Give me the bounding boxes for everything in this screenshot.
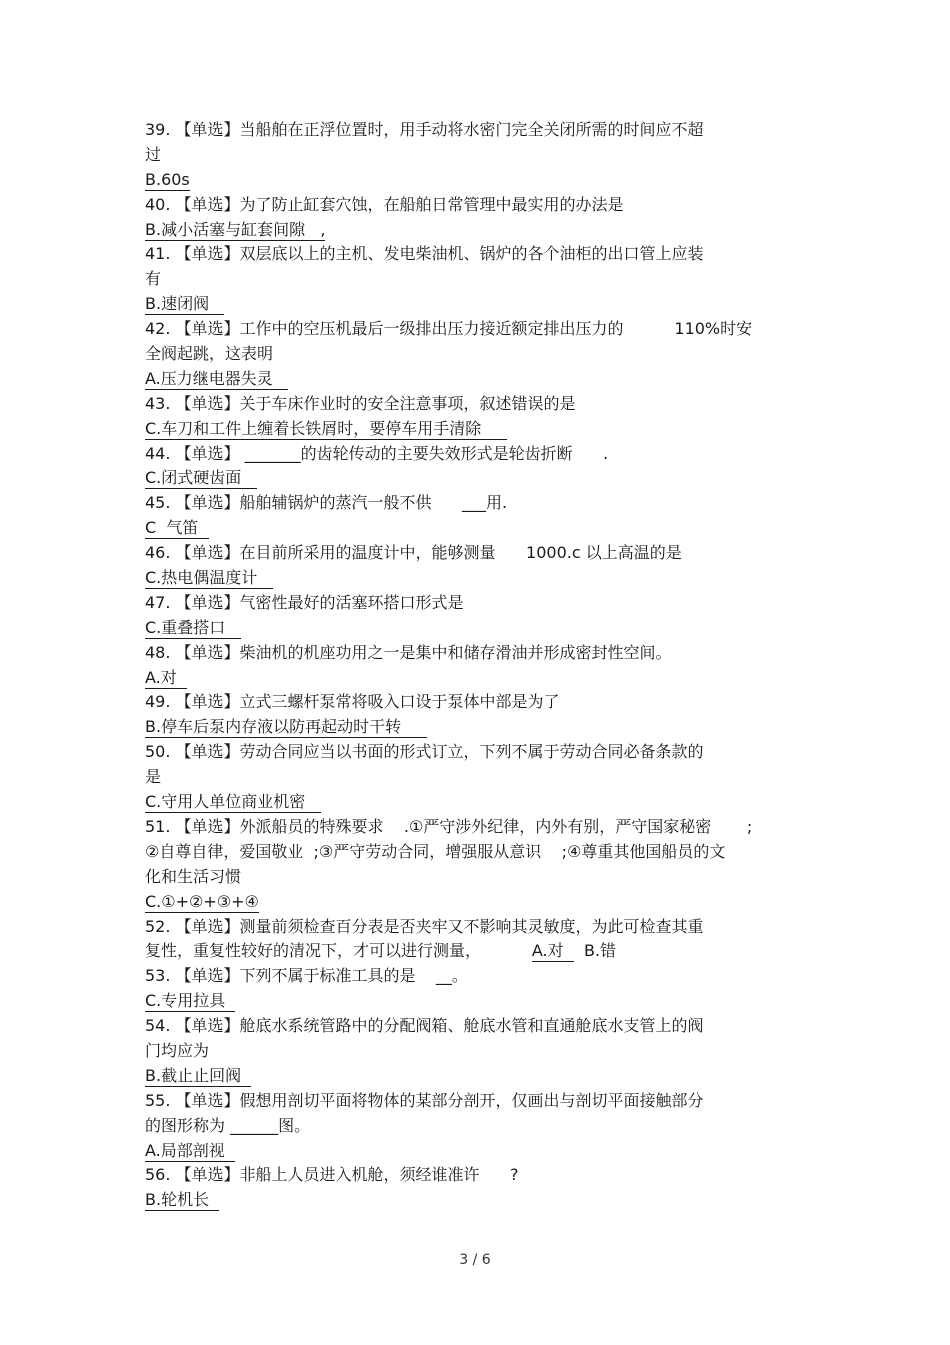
question-line: 51. 【单选】外派船员的特殊要求 .①严守涉外纪律，内外有别，严守国家秘密 ; bbox=[145, 816, 753, 836]
question-line: 55. 【单选】假想用剖切平面将物体的某部分剖开，仅画出与剖切平面接触部分 bbox=[145, 1090, 704, 1110]
answer-text: C.热电偶温度计 bbox=[145, 568, 273, 588]
answer-line bbox=[145, 367, 815, 392]
answer-text: A.对 bbox=[531, 941, 574, 961]
question-line: 56. 【单选】非船上人员进入机舱，须经谁准许 ? bbox=[145, 1165, 519, 1185]
answer-line bbox=[145, 790, 815, 815]
question-line: 42. 【单选】工作中的空压机最后一级排出压力接近额定排出压力的 110%时安 bbox=[145, 319, 753, 339]
answer-line bbox=[145, 666, 815, 691]
question-line: 47. 【单选】气密性最好的活塞环搭口形式是 bbox=[145, 592, 464, 612]
page-number: 3 / 6 bbox=[459, 1252, 491, 1268]
answer-line bbox=[145, 218, 815, 243]
answer-text: C 气笛 bbox=[145, 518, 209, 538]
question-line: 39. 【单选】当船舶在正浮位置时，用手动将水密门完全关闭所需的时间应不超 bbox=[145, 120, 704, 139]
question-line: ②自尊自律，爱国敬业 ;③严守劳动合同，增强服从意识 ;④尊重其他国船员的文 bbox=[145, 841, 726, 861]
answer-line bbox=[145, 168, 815, 193]
question-line: 门均应为 bbox=[145, 1040, 210, 1060]
question-line: 是 bbox=[145, 767, 162, 787]
answer-line bbox=[145, 616, 815, 641]
question-text: 复性，重复性较好的清况下，才可以进行测量， bbox=[145, 941, 532, 961]
answer-text: B.截止止回阀 bbox=[145, 1065, 252, 1085]
question-line: 54. 【单选】舱底水系统管路中的分配阀箱、舱底水管和直通舱底水支管上的阀 bbox=[145, 1016, 704, 1036]
answer-text: C.守用人单位商业机密 bbox=[145, 792, 321, 812]
question-line-with-answer bbox=[145, 939, 815, 964]
question-line: 41. 【单选】双层底以上的主机、发电柴油机、锅炉的各个油柜的出口管上应装 bbox=[145, 244, 704, 264]
answer-line bbox=[145, 417, 815, 442]
question-line: 45. 【单选】船舶辅锅炉的蒸汽一般不供 ___用. bbox=[145, 493, 508, 513]
answer-text: B.60s bbox=[145, 169, 190, 189]
question-list bbox=[145, 118, 815, 1213]
answer-text: B.速闭阀 bbox=[145, 294, 225, 314]
question-line: 全阀起跳，这表明 bbox=[145, 344, 274, 364]
answer-text: C.专用拉具 bbox=[145, 991, 236, 1011]
question-line: 48. 【单选】柴油机的机座功用之一是集中和储存滑油并形成密封性空间。 bbox=[145, 642, 672, 662]
answer-line bbox=[145, 1139, 815, 1164]
answer-text: A.局部剖视 bbox=[145, 1140, 235, 1160]
question-line: 过 bbox=[145, 144, 162, 164]
answer-line bbox=[145, 890, 815, 915]
answer-line bbox=[145, 1064, 815, 1089]
answer-text: C.重叠搭口 bbox=[145, 617, 241, 637]
answer-line bbox=[145, 1188, 815, 1213]
question-line: 46. 【单选】在目前所采用的温度计中，能够测量 1000.c 以上高温的是 bbox=[145, 543, 682, 563]
answer-line bbox=[145, 466, 815, 491]
question-line: 的图形称为 ______图。 bbox=[145, 1115, 311, 1135]
answer-text: A.对 bbox=[145, 667, 187, 687]
question-line: 50. 【单选】劳动合同应当以书面的形式订立，下列不属于劳动合同必备条款的 bbox=[145, 742, 704, 762]
question-line: 52. 【单选】测量前须检查百分表是否夹牢又不影响其灵敏度，为此可检查其重 bbox=[145, 916, 704, 936]
question-line: 43. 【单选】关于车床作业时的安全注意事项，叙述错误的是 bbox=[145, 393, 576, 413]
answer-line bbox=[145, 989, 815, 1014]
answer-text: B.停车后泵内存液以防再起动时干转 bbox=[145, 717, 427, 737]
question-line: 44. 【单选】 _______的齿轮传动的主要失效形式是轮齿折断 . bbox=[145, 443, 609, 463]
option-text: B.错 bbox=[573, 941, 617, 961]
question-line: 49. 【单选】立式三螺杆泵常将吸入口设于泵体中部是为了 bbox=[145, 692, 560, 712]
answer-text: C.车刀和工件上缠着长铁屑时，要停车用手清除 bbox=[145, 418, 507, 438]
answer-text: B.轮机长 bbox=[145, 1190, 220, 1210]
answer-line bbox=[145, 292, 815, 317]
question-line: 化和生活习惯 bbox=[145, 866, 242, 886]
question-line: 有 bbox=[145, 269, 162, 289]
answer-text: C.①+②+③+④ bbox=[145, 891, 259, 911]
answer-text: C.闭式硬齿面 bbox=[145, 468, 257, 488]
question-line: 40. 【单选】为了防止缸套穴蚀，在船舶日常管理中最实用的办法是 bbox=[145, 194, 624, 214]
answer-line bbox=[145, 715, 815, 740]
answer-text: A.压力继电器失灵 bbox=[145, 368, 289, 388]
answer-text: B.减小活塞与缸套间隙 , bbox=[145, 219, 326, 239]
answer-line bbox=[145, 566, 815, 591]
answer-line bbox=[145, 516, 815, 541]
question-line: 53. 【单选】下列不属于标准工具的是 __。 bbox=[145, 966, 468, 986]
